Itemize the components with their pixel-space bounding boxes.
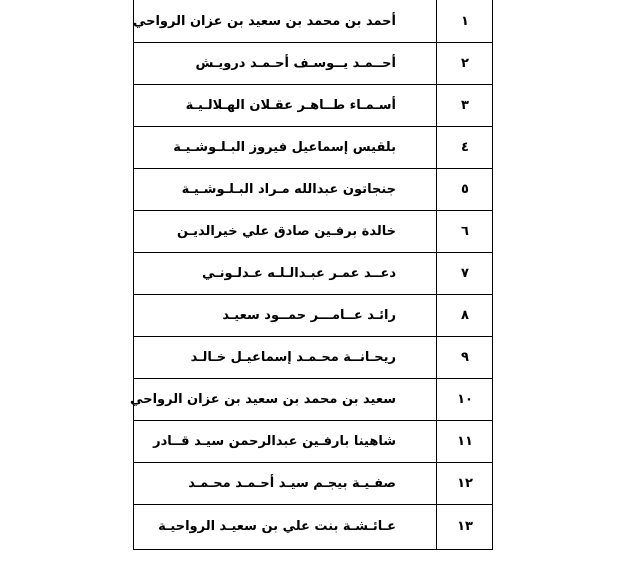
table-row bbox=[134, 168, 492, 211]
name-cell: بلقيس إسماعيل فيروز البـلـوشـيـة bbox=[173, 139, 396, 155]
name-cell: جنجاتون عبدالله مـراد البـلـوشـيـة bbox=[181, 181, 396, 197]
name-cell: دعــد عمـر عبـدالـلـه عـدلـونـي bbox=[202, 265, 396, 281]
table-row bbox=[134, 252, 492, 295]
name-cell: شاهينا بارفـين عبدالرحمن سيـد قــادر bbox=[153, 433, 396, 449]
name-cell: سعيد بن محمد بن سعيد بن عزان الرواحي bbox=[130, 391, 396, 407]
table-row bbox=[134, 42, 492, 85]
number-cell: ٨ bbox=[461, 307, 469, 323]
number-cell: ١٣ bbox=[457, 519, 473, 534]
table-row bbox=[134, 0, 492, 43]
table-row bbox=[130, 378, 492, 421]
name-cell: أسـمـاء طــاهـر عقـلان الهـلالـيـة bbox=[185, 97, 396, 113]
number-cell: ٦ bbox=[461, 223, 469, 239]
name-cell: صفـيـة بيجـم سيـد أحـمـد محـمـد bbox=[188, 475, 396, 491]
number-cell: ٧ bbox=[461, 265, 469, 281]
number-cell: ١ bbox=[461, 13, 469, 29]
number-cell: ١٠ bbox=[457, 391, 473, 407]
number-cell: ٤ bbox=[461, 139, 469, 155]
number-cell: ٢ bbox=[461, 55, 469, 71]
table-row bbox=[134, 294, 492, 337]
number-cell: ٣ bbox=[461, 97, 469, 113]
table-row bbox=[134, 84, 492, 127]
table-row bbox=[134, 126, 492, 169]
name-cell: أحــمـد يــوسـف أحـمـد درويـش bbox=[195, 55, 396, 71]
number-cell: ١١ bbox=[457, 433, 473, 449]
number-cell: ٩ bbox=[461, 349, 469, 365]
names-table bbox=[130, 0, 493, 550]
name-cell: عـائـشـة بنت علي بن سعيـد الرواحيـة bbox=[158, 519, 396, 534]
table-row bbox=[134, 504, 492, 549]
number-cell: ١٢ bbox=[457, 475, 473, 491]
table-row bbox=[134, 462, 492, 505]
table-row bbox=[134, 210, 492, 253]
name-cell: رائـد عــامـــر حمــود سعيـد bbox=[222, 307, 396, 323]
number-cell: ٥ bbox=[461, 181, 469, 197]
table-row bbox=[134, 336, 492, 379]
name-cell: خالدة برفـين صادق علي خيرالديـن bbox=[176, 223, 396, 239]
name-cell: ريحـانــة محـمـد إسماعيـل خـالـد bbox=[190, 349, 396, 365]
name-cell: أحمد بن محمد بن سعيد بن عزان الرواحي bbox=[132, 13, 396, 29]
table-row bbox=[134, 420, 492, 463]
